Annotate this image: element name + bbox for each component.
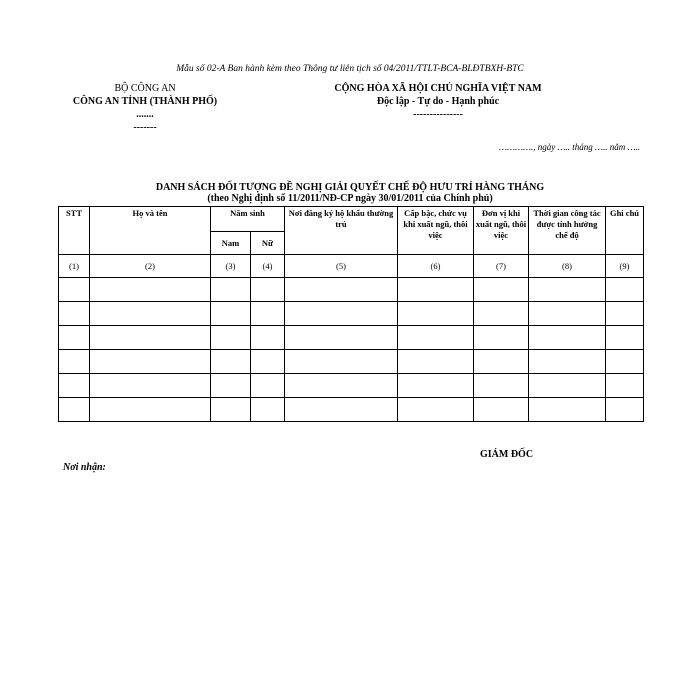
title-main: DANH SÁCH ĐỐI TƯỢNG ĐỀ NGHỊ GIẢI QUYẾT CHẾ ĐỘ HƯU TRÍ HÀNG THÁNG (155, 182, 545, 193)
column-number: (2) (90, 255, 211, 278)
ministry-name: BỘ CÔNG AN (114, 83, 176, 94)
column-number: (9) (606, 255, 644, 278)
table-row (59, 398, 644, 422)
document-title (0, 182, 700, 204)
agency-divider: ------- (133, 122, 157, 133)
header-stt: STT (59, 207, 90, 255)
header-birth-year: Năm sinh (211, 207, 285, 232)
header-female: Nữ (251, 232, 285, 255)
recipients-label: Nơi nhận: (63, 462, 106, 473)
header-service-time: Thời gian công tác được tính hưởng chế độ (529, 207, 606, 255)
country-name: CỘNG HÒA XÃ HỘI CHỦ NGHĨA VIỆT NAM (334, 83, 542, 94)
column-number: (4) (251, 255, 285, 278)
table-row (59, 278, 644, 302)
column-number: (6) (398, 255, 474, 278)
table-row (59, 302, 644, 326)
column-number: (5) (285, 255, 398, 278)
table-row (59, 326, 644, 350)
beneficiary-table (58, 206, 644, 422)
header-name: Họ và tên (90, 207, 211, 255)
director-signature-label: GIÁM ĐỐC (480, 449, 534, 460)
national-motto: Độc lập - Tự do - Hạnh phúc (376, 96, 500, 107)
column-number: (8) (529, 255, 606, 278)
header-notes: Ghi chú (606, 207, 644, 255)
header-residence: Nơi đăng ký hộ khẩu thường trú (285, 207, 398, 255)
header-male: Nam (211, 232, 251, 255)
table-header-row (59, 207, 644, 232)
table-row (59, 350, 644, 374)
column-number: (3) (211, 255, 251, 278)
agency-placeholder: ....... (136, 109, 154, 120)
column-number: (7) (474, 255, 529, 278)
column-number: (1) (59, 255, 90, 278)
date-line: …………., ngày ….. tháng ….. năm ….. (498, 142, 640, 152)
agency-header (60, 82, 230, 134)
motto-divider: --------------- (413, 109, 463, 120)
national-header (318, 82, 558, 121)
column-number-row (59, 255, 644, 278)
provincial-police-name: CÔNG AN TỈNH (THÀNH PHỐ) (72, 96, 218, 107)
form-reference-note: Mẫu số 02-A Ban hành kèm theo Thông tư liên tịch số 04/2011/TTLT-BCA-BLĐTBXH-BTC (176, 64, 524, 74)
title-subtitle: (theo Nghị định số 11/2011/NĐ-CP ngày 30/01/2011 của Chính phủ) (207, 193, 493, 204)
header-unit: Đơn vị khi xuất ngũ, thôi việc (474, 207, 529, 255)
header-rank: Cấp bậc, chức vụ khi xuất ngũ, thôi việc (398, 207, 474, 255)
table-row (59, 374, 644, 398)
